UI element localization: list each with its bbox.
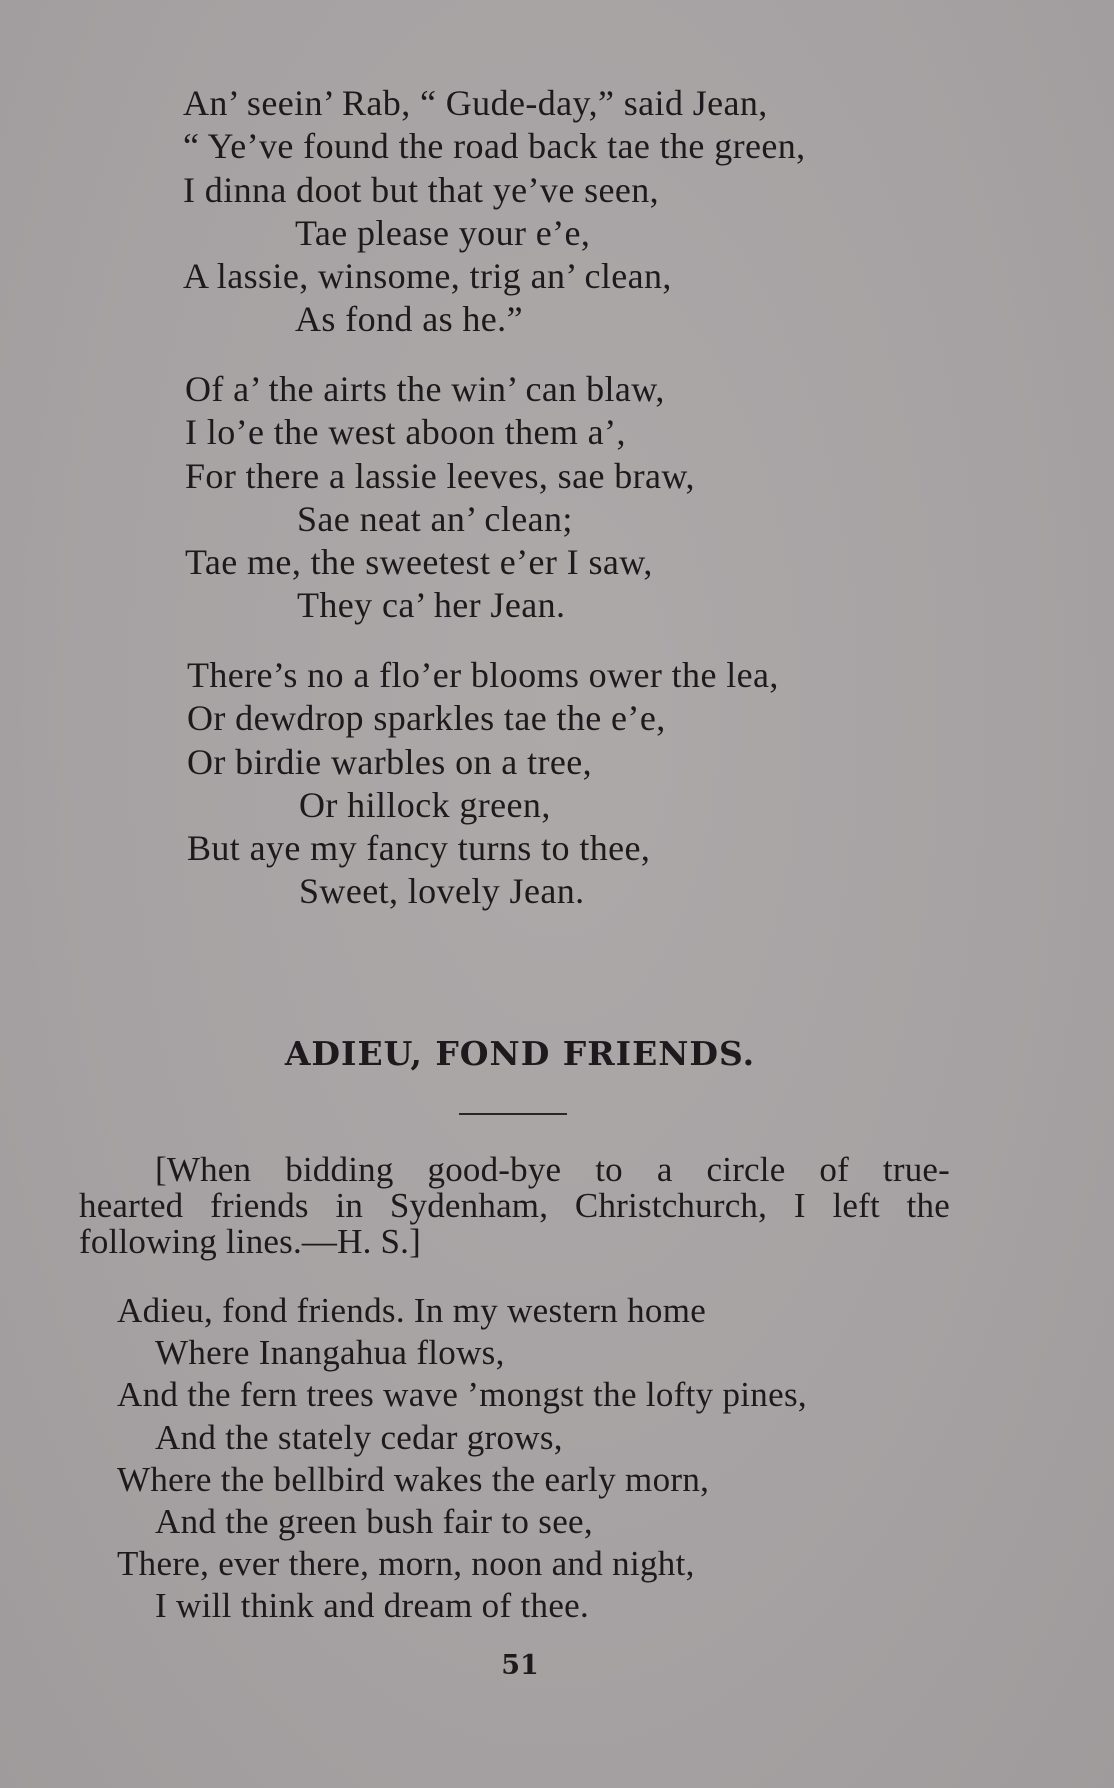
poem-line: As fond as he.” xyxy=(295,299,523,340)
poem-line: And the stately cedar grows, xyxy=(155,1417,563,1457)
stanza-2 xyxy=(185,368,695,628)
poem-line: Where the bellbird wakes the early morn, xyxy=(117,1459,710,1499)
stanza-3 xyxy=(187,654,779,914)
poem-line: Of a’ the airts the win’ can blaw, xyxy=(185,369,665,409)
poem-line: Sweet, lovely Jean. xyxy=(299,871,585,912)
poem-body xyxy=(117,1290,807,1628)
poem-line: But aye my fancy turns to thee, xyxy=(187,828,651,869)
poem-line: Or dewdrop sparkles tae the e’e, xyxy=(187,698,666,739)
poem-line: Tae please your e’e, xyxy=(295,212,591,253)
poem-line: Adieu, fond friends. In my western home xyxy=(117,1291,707,1330)
poem-line: There’s no a flo’er blooms ower the lea, xyxy=(187,655,779,695)
poem-line: They ca’ her Jean. xyxy=(297,585,566,626)
page-number: 51 xyxy=(501,1650,539,1681)
poem-title: ADIEU, FOND FRIENDS. xyxy=(284,1034,756,1073)
poem-line: There, ever there, morn, noon and night, xyxy=(117,1544,695,1584)
stanza-1 xyxy=(183,82,806,342)
poem-line: Where Inangahua flows, xyxy=(155,1333,505,1373)
poem-line: I will think and dream of thee. xyxy=(155,1586,590,1626)
poem-line: And the green bush fair to see, xyxy=(155,1501,593,1541)
poem-line: For there a lassie leeves, sae braw, xyxy=(185,455,695,496)
poem-line: Sae neat an’ clean; xyxy=(297,498,573,539)
intro-line: [When bidding good-bye to a circle of true- xyxy=(155,1150,950,1189)
poem-line: Or hillock green, xyxy=(299,784,551,825)
title-rule xyxy=(459,1113,567,1115)
intro-line: following lines.—H. S.] xyxy=(79,1222,421,1261)
poem-line: An’ seein’ Rab, “ Gude-day,” said Jean, xyxy=(183,83,768,123)
poem-line: Tae me, the sweetest e’er I saw, xyxy=(185,542,653,583)
intro-line: hearted friends in Sydenham, Christchurch, I left the xyxy=(79,1186,950,1225)
poem-line: I dinna doot but that ye’ve seen, xyxy=(183,169,660,210)
poem-line: “ Ye’ve found the road back tae the green, xyxy=(183,126,806,167)
poem-line: Or birdie warbles on a tree, xyxy=(187,741,593,782)
poem-line: And the fern trees wave ’mongst the lofty pines, xyxy=(117,1375,807,1415)
poem-line: A lassie, winsome, trig an’ clean, xyxy=(183,256,672,297)
poem-line: I lo’e the west aboon them a’, xyxy=(185,412,626,453)
